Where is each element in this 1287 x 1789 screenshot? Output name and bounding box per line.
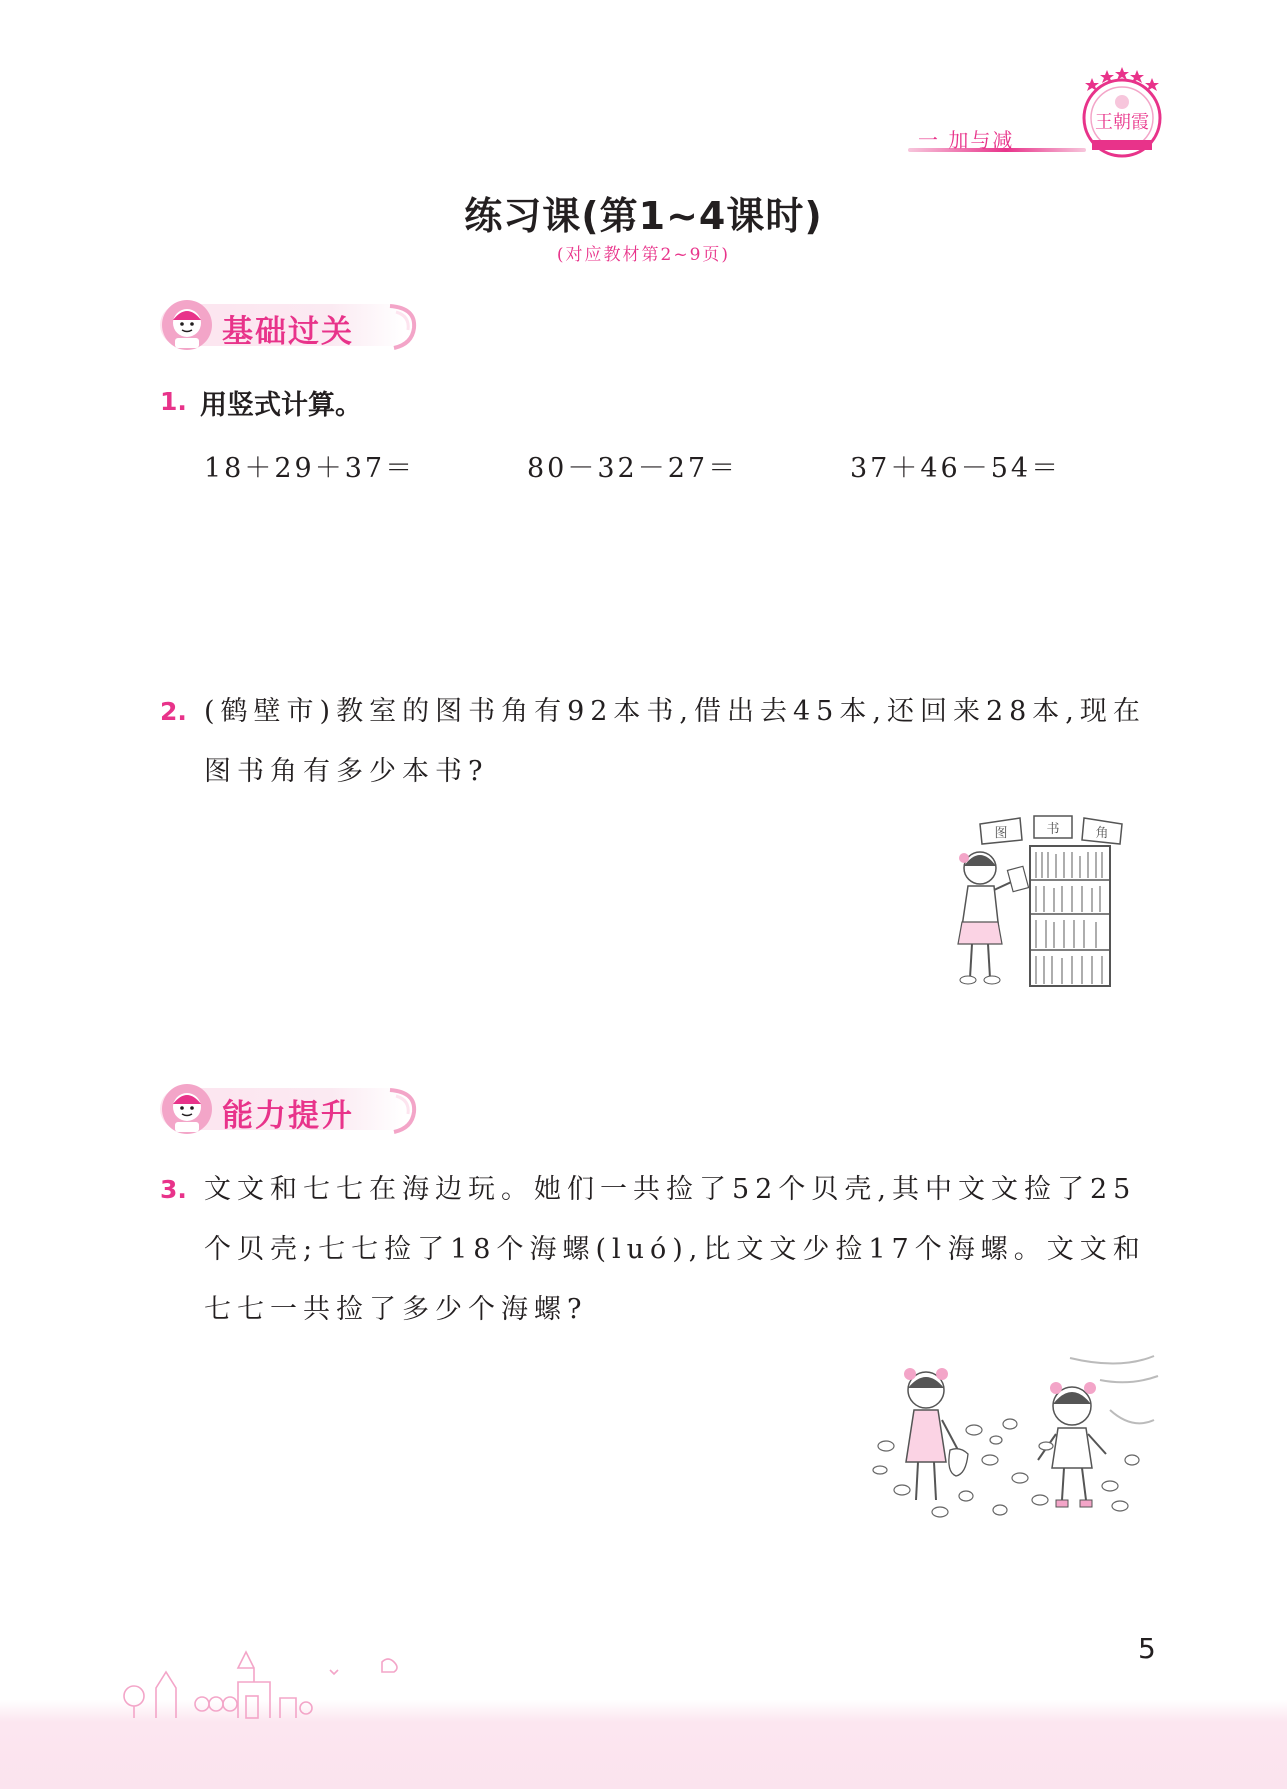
section-banner-curl: [386, 298, 422, 352]
section-header-basic: [160, 298, 430, 352]
expression-2: 80－32－27＝: [527, 453, 739, 484]
page-number: 5: [1138, 1632, 1156, 1665]
section-title: 基础过关: [222, 314, 354, 350]
section-banner-curl: [386, 1082, 422, 1136]
page-title: 练习课(第1~4课时): [464, 194, 823, 238]
question-text-line: 七七一共捡了多少个海螺?: [204, 1294, 588, 1325]
question-text-line: 个贝壳;七七捡了18个海螺(luó),比文文少捡17个海螺。文文和: [204, 1234, 1146, 1265]
svg-text:角: 角: [1095, 826, 1109, 841]
question-prompt: 用竖式计算。: [200, 390, 362, 421]
teacher-avatar-icon: [160, 1082, 214, 1136]
section-header-advanced: [160, 1082, 430, 1136]
svg-text:王朝霞: 王朝霞: [1095, 112, 1149, 133]
question-text-line: 文文和七七在海边玩。她们一共捡了52个贝壳,其中文文捡了25: [204, 1174, 1137, 1205]
expression-3: 37＋46－54＝: [850, 453, 1062, 484]
chapter-label: 一 加与减: [918, 128, 1015, 152]
girl-bookshelf-illustration: [950, 810, 1145, 990]
question-number: 3.: [160, 1175, 187, 1204]
question-number: 1.: [160, 387, 187, 416]
question-text-line: 图书角有多少本书?: [204, 756, 489, 787]
expression-1: 18＋29＋37＝: [204, 453, 416, 484]
question-number: 2.: [160, 697, 187, 726]
svg-text:书: 书: [1046, 822, 1060, 837]
section-title: 能力提升: [222, 1098, 354, 1134]
town-skyline-decoration: [120, 1648, 420, 1720]
publisher-logo: [1070, 64, 1174, 164]
svg-text:图: 图: [994, 826, 1008, 841]
teacher-avatar-icon: [160, 298, 214, 352]
page-subtitle: (对应教材第2~9页): [556, 245, 731, 265]
question-text-line: (鹤壁市)教室的图书角有92本书,借出去45本,还回来28本,现在: [204, 696, 1146, 727]
girls-beach-illustration: [870, 1350, 1160, 1525]
